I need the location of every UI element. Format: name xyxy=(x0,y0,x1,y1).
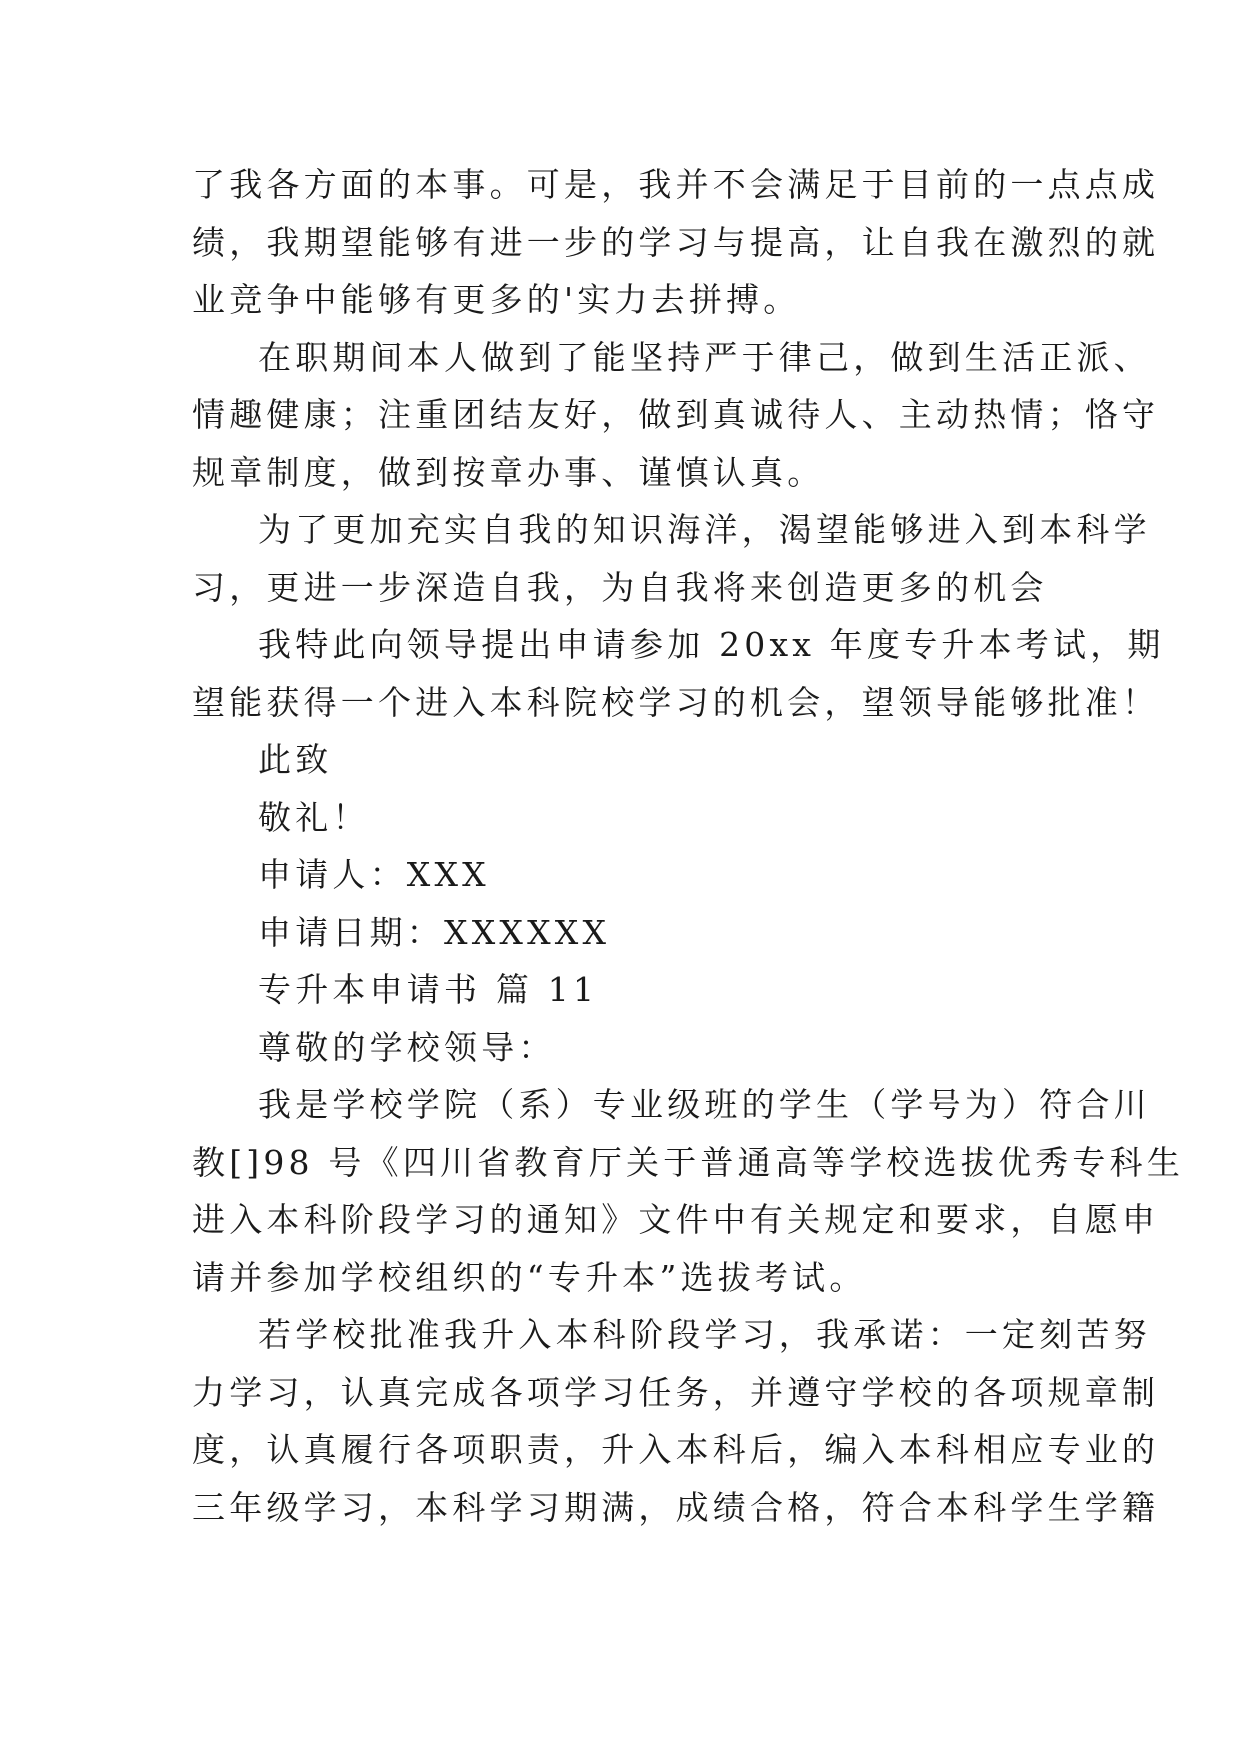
paragraph-p5 xyxy=(192,731,1072,789)
text-line: 请并参加学校组织的“专升本”选拔考试。 xyxy=(192,1257,867,1297)
text-line: 习，更进一步深造自我，为自我将来创造更多的机会 xyxy=(192,567,1048,607)
text-line: 绩，我期望能够有进一步的学习与提高，让自我在激烈的就 xyxy=(192,222,1160,262)
text-line: 望能获得一个进入本科院校学习的机会，望领导能够批准！ xyxy=(192,682,1160,722)
text-line: 情趣健康；注重团结友好，做到真诚待人、主动热情；恪守 xyxy=(192,395,1160,434)
paragraph-p12 xyxy=(192,1306,1160,1536)
text-line: 规章制度，做到按章办事、谨慎认真。 xyxy=(192,452,825,492)
text-line: 若学校批准我升入本科阶段学习，我承诺：一定刻苦努 xyxy=(258,1315,1151,1354)
paragraph-p2 xyxy=(192,329,1160,502)
text-line: 教[]98 号《四川省教育厅关于普通高等学校选拔优秀专科生 xyxy=(192,1142,1185,1182)
paragraph-p8 xyxy=(192,904,1072,962)
text-line: 我是学校学院（系）专业级班的学生（学号为）符合川 xyxy=(258,1085,1151,1124)
paragraph-p11 xyxy=(192,1076,1185,1306)
paragraph-p1 xyxy=(192,156,1160,329)
text-line: 申请日期：XXXXXX xyxy=(258,912,611,952)
text-line: 三年级学习，本科学习期满，成绩合格，符合本科学生学籍 xyxy=(192,1487,1160,1527)
paragraph-p10 xyxy=(192,1019,1072,1077)
text-line: 度，认真履行各项职责，升入本科后，编入本科相应专业的 xyxy=(192,1430,1160,1469)
text-line: 尊敬的学校领导： xyxy=(258,1027,556,1067)
text-line: 了我各方面的本事。可是，我并不会满足于目前的一点点成 xyxy=(192,165,1160,204)
text-line: 力学习，认真完成各项学习任务，并遵守学校的各项规章制 xyxy=(192,1372,1160,1412)
paragraph-p9 xyxy=(192,961,1072,1019)
text-line: 在职期间本人做到了能坚持严于律己，做到生活正派、 xyxy=(258,337,1151,377)
text-line: 此致 xyxy=(258,740,333,779)
paragraph-p6 xyxy=(192,789,1072,847)
text-line: 为了更加充实自我的知识海洋，渴望能够进入到本科学 xyxy=(258,510,1151,549)
paragraph-p7 xyxy=(192,846,1072,904)
paragraph-p4 xyxy=(192,616,1165,731)
text-line: 申请人：XXX xyxy=(258,855,490,894)
text-line: 专升本申请书 篇 11 xyxy=(258,970,599,1009)
text-line: 业竞争中能够有更多的'实力去拼搏。 xyxy=(192,280,801,319)
paragraph-p3 xyxy=(192,501,1151,616)
text-line: 我特此向领导提出申请参加 20xx 年度专升本考试，期 xyxy=(258,625,1165,664)
text-line: 进入本科阶段学习的通知》文件中有关规定和要求，自愿申 xyxy=(192,1200,1160,1239)
text-line: 敬礼！ xyxy=(258,797,370,837)
document-body xyxy=(192,156,1185,1536)
